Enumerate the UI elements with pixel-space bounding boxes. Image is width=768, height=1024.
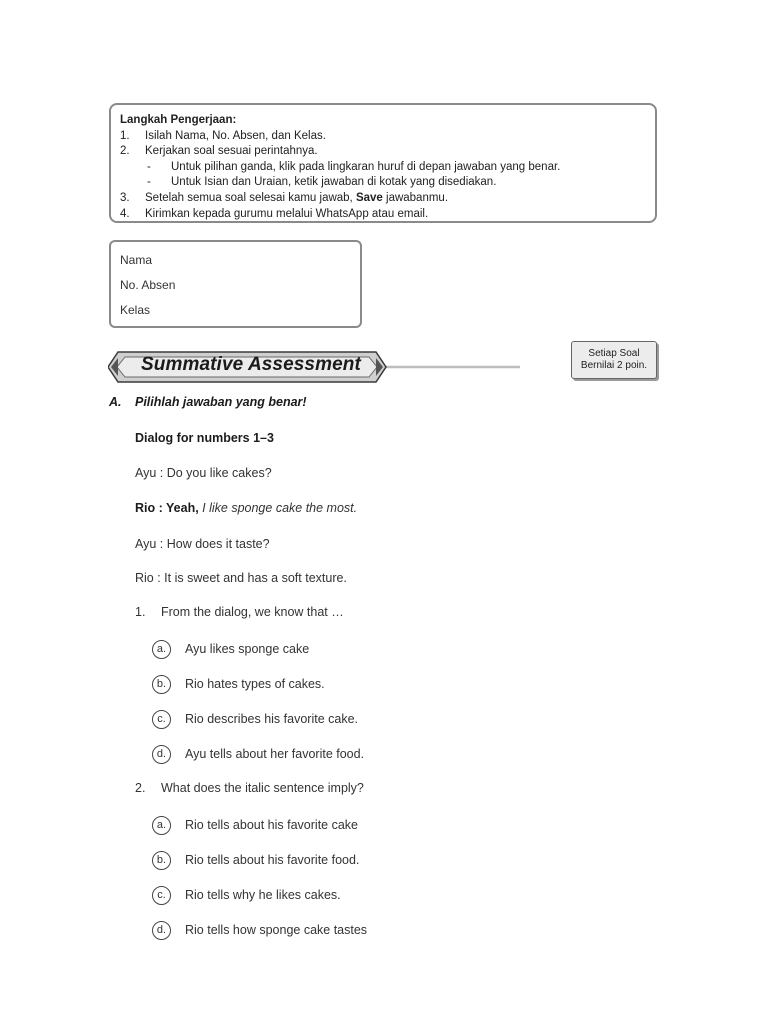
identity-box [109, 240, 362, 328]
dialog-line: Ayu : Do you like cakes? [135, 466, 272, 480]
step-text: Kirimkan kepada gurumu melalui WhatsApp atau email. [145, 207, 429, 220]
step-text: Setelah semua soal selesai kamu jawab, [145, 191, 356, 204]
answer-option[interactable] [152, 743, 364, 765]
answer-option[interactable] [152, 919, 367, 941]
instructions-title: Langkah Pengerjaan: [120, 114, 237, 126]
question-text: What does the italic sentence imply? [161, 781, 364, 795]
dialog-speaker: Rio : Yeah, [135, 501, 203, 515]
save-keyword: Save [355, 191, 383, 204]
step-number: 4. [120, 207, 130, 220]
instruction-substep [120, 175, 655, 191]
option-text: Rio hates types of cakes. [185, 677, 325, 691]
option-text: Rio tells why he likes cakes. [185, 888, 341, 902]
question-text: From the dialog, we know that … [161, 605, 344, 619]
banner-title: Summative Assessment [141, 354, 361, 375]
step-number: 3. [120, 191, 130, 204]
option-circle[interactable]: c. [152, 710, 171, 729]
answer-option[interactable] [152, 849, 359, 871]
step-text: jawabanmu. [382, 191, 449, 204]
option-circle[interactable]: d. [152, 745, 171, 764]
section-title: Pilihlah jawaban yang benar! [135, 395, 307, 409]
instruction-step [120, 191, 655, 207]
dialog-line: Ayu : How does it taste? [135, 537, 270, 551]
section-letter: A. [109, 395, 122, 409]
option-circle[interactable]: b. [152, 675, 171, 694]
dialog-heading: Dialog for numbers 1–3 [135, 431, 274, 445]
option-circle[interactable]: d. [152, 921, 171, 940]
answer-option[interactable] [152, 884, 341, 906]
step-number: 2. [120, 145, 130, 158]
answer-option[interactable] [152, 814, 358, 836]
class-field-label[interactable]: Kelas [120, 303, 151, 317]
instruction-step [120, 129, 655, 145]
sub-dash: - [147, 176, 151, 189]
points-badge [571, 341, 657, 379]
sub-text: Untuk pilihan ganda, klik pada lingkaran huruf di depan jawaban yang benar. [171, 160, 561, 173]
sub-text: Untuk Isian dan Uraian, ketik jawaban di kotak yang disediakan. [171, 176, 497, 189]
option-text: Ayu tells about her favorite food. [185, 747, 365, 761]
instruction-substep [120, 160, 655, 176]
option-text: Ayu likes sponge cake [185, 642, 310, 656]
option-text: Rio describes his favorite cake. [185, 712, 358, 726]
option-circle[interactable]: a. [152, 816, 171, 835]
sub-dash: - [147, 160, 151, 173]
instruction-step [120, 144, 655, 160]
step-number: 1. [120, 129, 130, 142]
question-number: 2. [135, 781, 146, 795]
question-number: 1. [135, 605, 146, 619]
answer-option[interactable] [152, 708, 358, 730]
step-text: Kerjakan soal sesuai perintahnya. [145, 145, 318, 158]
option-text: Rio tells about his favorite food. [185, 853, 360, 867]
option-text: Rio tells how sponge cake tastes [185, 923, 368, 937]
answer-option[interactable] [152, 673, 325, 695]
dialog-line [135, 501, 357, 515]
absen-field-label[interactable]: No. Absen [120, 278, 176, 292]
option-circle[interactable]: a. [152, 640, 171, 659]
name-field-label[interactable]: Nama [120, 253, 153, 267]
answer-option[interactable] [152, 638, 309, 660]
dialog-italic-sentence: I like sponge cake the most. [202, 501, 358, 515]
dialog-line: Rio : It is sweet and has a soft texture. [135, 571, 347, 585]
instructions-box [109, 103, 657, 223]
option-text: Rio tells about his favorite cake [185, 818, 359, 832]
points-line-1: Setiap Soal [588, 348, 640, 359]
points-line-2: Bernilai 2 poin. [580, 360, 648, 371]
option-circle[interactable]: b. [152, 851, 171, 870]
option-circle[interactable]: c. [152, 886, 171, 905]
step-text: Isilah Nama, No. Absen, dan Kelas. [145, 129, 326, 142]
instruction-step [120, 207, 655, 223]
